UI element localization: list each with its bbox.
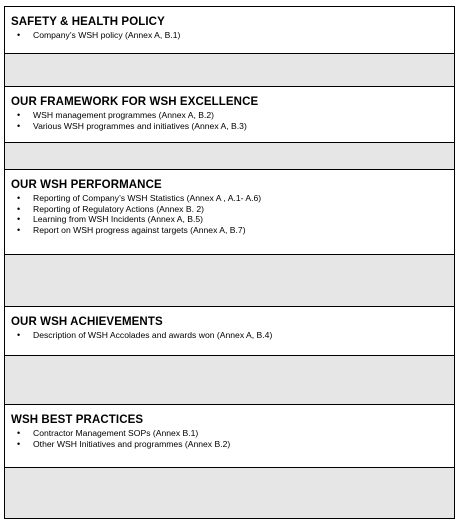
section-wsh-achievements	[5, 307, 454, 355]
blank-writing-area	[5, 355, 454, 405]
list-item: • WSH management programmes (Annex A, B.2)	[33, 110, 448, 121]
section-title: OUR WSH PERFORMANCE	[11, 179, 162, 191]
section-title: SAFETY & HEALTH POLICY	[11, 16, 165, 28]
bullet-list	[11, 30, 448, 41]
list-item: • Reporting of Regulatory Actions (Annex B. 2)	[33, 204, 448, 215]
list-item: • Learning from WSH Incidents (Annex A, B.5)	[33, 214, 448, 225]
list-item: • Other WSH Initiatives and programmes (Annex B.2)	[33, 439, 448, 450]
bullet-list	[11, 330, 448, 341]
blank-writing-area	[5, 467, 454, 518]
section-framework-wsh-excellence	[5, 87, 454, 142]
list-item: • Contractor Management SOPs (Annex B.1)	[33, 428, 448, 439]
document-page	[4, 6, 455, 519]
blank-writing-area	[5, 53, 454, 87]
section-safety-health-policy	[5, 7, 454, 53]
list-item: • Various WSH programmes and initiatives (Annex A, B.3)	[33, 121, 448, 132]
section-title: OUR WSH ACHIEVEMENTS	[11, 316, 163, 328]
bullet-list	[11, 193, 448, 235]
blank-writing-area	[5, 254, 454, 307]
blank-writing-area	[5, 142, 454, 170]
list-item: • Report on WSH progress against targets (Annex A, B.7)	[33, 225, 448, 236]
list-item: • Description of WSH Accolades and awards won (Annex A, B.4)	[33, 330, 448, 341]
bullet-list	[11, 428, 448, 449]
list-item: • Reporting of Company’s WSH Statistics (Annex A , A.1- A.6)	[33, 193, 448, 204]
section-title: OUR FRAMEWORK FOR WSH EXCELLENCE	[11, 96, 259, 108]
list-item: • Company’s WSH policy (Annex A, B.1)	[33, 30, 448, 41]
section-wsh-best-practices	[5, 405, 454, 467]
section-title: WSH BEST PRACTICES	[11, 414, 144, 426]
bullet-list	[11, 110, 448, 131]
section-wsh-performance	[5, 170, 454, 254]
